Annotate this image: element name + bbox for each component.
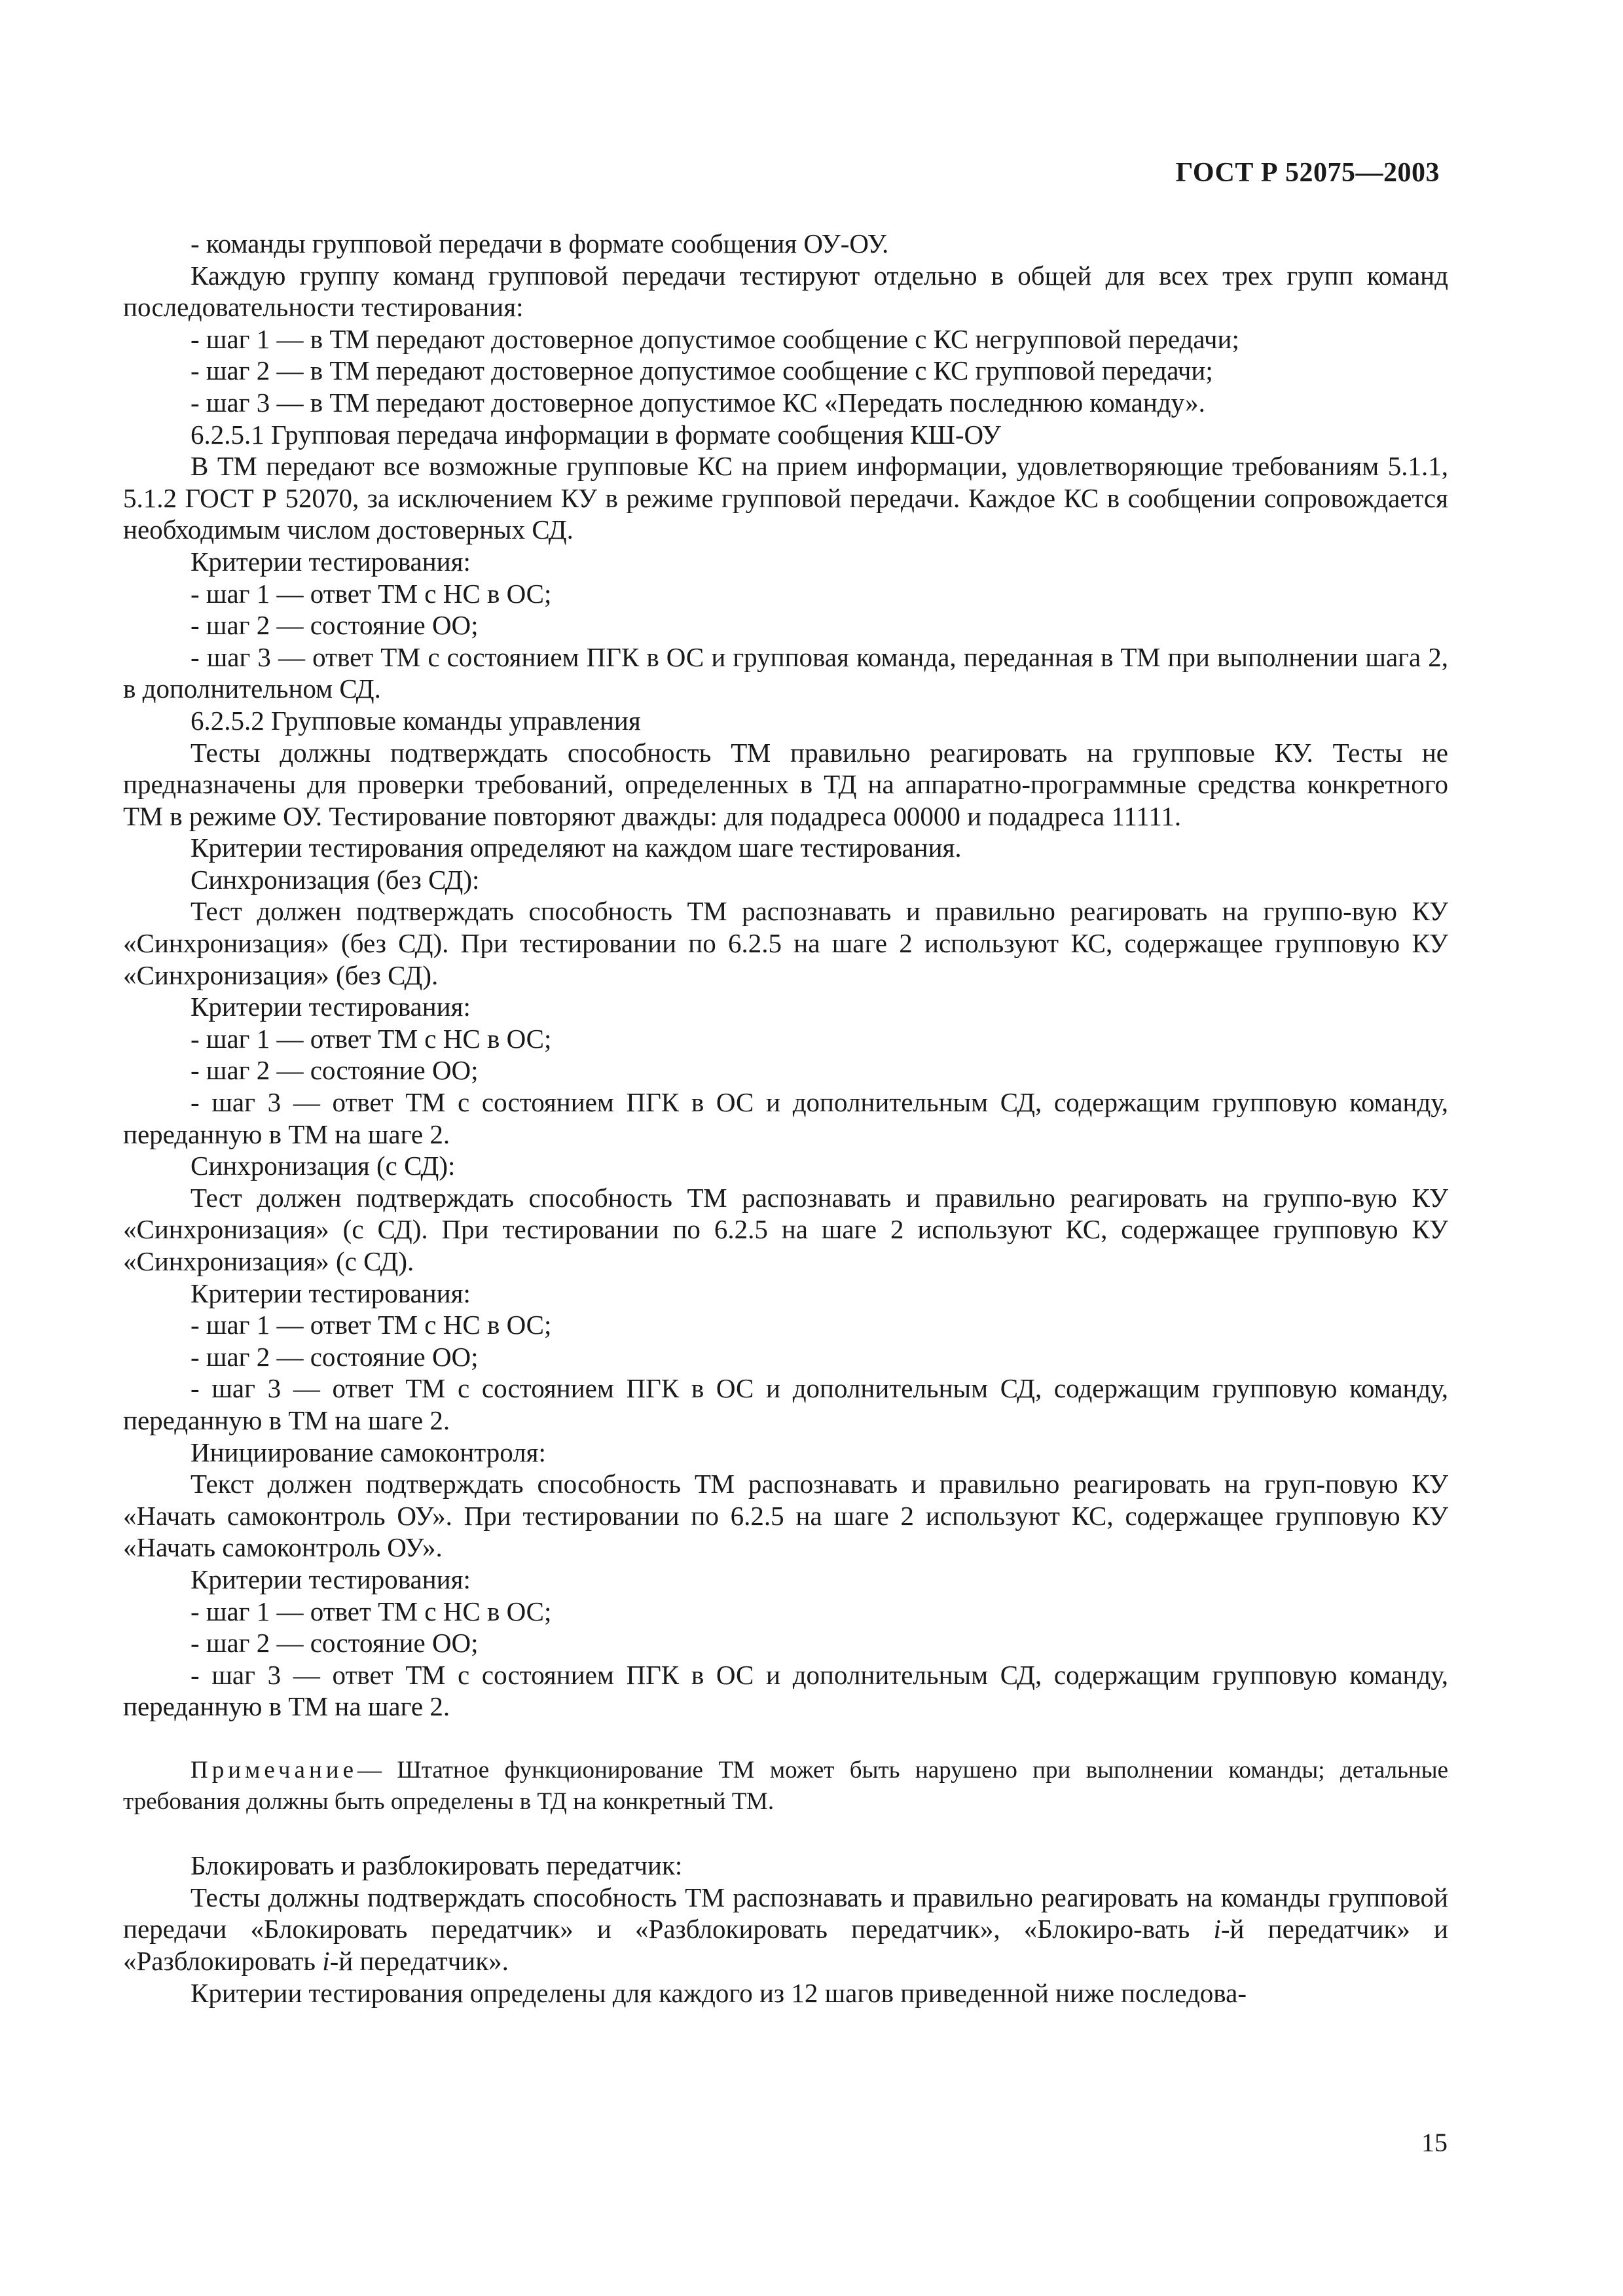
italic-index: i bbox=[1213, 1914, 1221, 1945]
list-item: - шаг 1 — ответ ТМ с НС в ОС; bbox=[191, 578, 552, 609]
list-item: - шаг 1 — в ТМ передают достоверное допустимое сообщение с КС негрупповой передачи; bbox=[191, 323, 1239, 354]
paragraph: Текст должен подтверждать способность ТМ распознавать и правильно реагировать на груп-повую КУ «Начать самоконтроль ОУ». При тестировании по 6.2.5 на шаге 2 используют КС, содержащее групповую КУ «Начать самоконтроль ОУ». bbox=[123, 1469, 1448, 1563]
section-heading: 6.2.5.2 Групповые команды управления bbox=[191, 705, 641, 736]
spacer bbox=[123, 1723, 1448, 1755]
subheading: Блокировать и разблокировать передатчик: bbox=[191, 1850, 683, 1881]
paragraph: - команды групповой передачи в формате сообщения ОУ-ОУ. bbox=[191, 228, 889, 259]
paragraph: Критерии тестирования: bbox=[191, 1564, 471, 1594]
text-run: Тесты должны подтверждать способность ТМ распознавать и правильно реагировать на команды групповой передачи «Блокировать передатчик» и «Разблокировать передатчик», «Блокиро-вать bbox=[123, 1882, 1448, 1945]
paragraph: Тест должен подтверждать способность ТМ распознавать и правильно реагировать на группо-вую КУ «Синхронизация» (без СД). При тестировании по 6.2.5 на шаге 2 используют КС, содержащее групповую КУ «Синхронизация» (без СД). bbox=[123, 896, 1448, 990]
note bbox=[123, 1755, 1448, 1818]
text-run: -й передатчик» и «Разблокировать bbox=[123, 1914, 1448, 1977]
paragraph: Тест должен подтверждать способность ТМ распознавать и правильно реагировать на группо-вую КУ «Синхронизация» (с СД). При тестировании по 6.2.5 на шаге 2 используют КС, содержащее групповую КУ «Синхронизация» (с СД). bbox=[123, 1182, 1448, 1276]
list-item: - шаг 3 — ответ ТМ с состоянием ПГК в ОС и дополнительным СД, содержащим групповую команду, переданную в ТМ на шаге 2. bbox=[123, 1087, 1448, 1149]
list-item: - шаг 2 — состояние ОО; bbox=[191, 1628, 479, 1659]
subheading: Синхронизация (с СД): bbox=[191, 1151, 456, 1181]
text-run: -й передатчик». bbox=[329, 1946, 509, 1977]
paragraph: Критерии тестирования определены для каждого из 12 шагов приведенной ниже последова- bbox=[191, 1977, 1247, 2008]
list-item: - шаг 2 — в ТМ передают достоверное допустимое сообщение с КС групповой передачи; bbox=[191, 355, 1213, 386]
list-item: - шаг 2 — состояние ОО; bbox=[191, 1055, 479, 1086]
list-item: - шаг 3 — в ТМ передают достоверное допустимое КС «Передать последнюю команду». bbox=[191, 387, 1205, 418]
list-item: - шаг 3 — ответ ТМ с состоянием ПГК в ОС и дополнительным СД, содержащим групповую команду, переданную в ТМ на шаге 2. bbox=[123, 1659, 1448, 1722]
page-number: 15 bbox=[1421, 2128, 1448, 2157]
paragraph: Критерии тестирования: bbox=[191, 992, 471, 1022]
section-heading: 6.2.5.1 Групповая передача информации в формате сообщения КШ-ОУ bbox=[191, 419, 1001, 450]
list-item: - шаг 2 — состояние ОО; bbox=[191, 610, 479, 641]
paragraph: Критерии тестирования: bbox=[191, 1278, 471, 1308]
paragraph: Каждую группу команд групповой передачи тестируют отдельно в общей для всех трех групп команд последовательности тестирования: bbox=[123, 260, 1448, 323]
list-item: - шаг 1 — ответ ТМ с НС в ОС; bbox=[191, 1310, 552, 1340]
paragraph: В ТМ передают все возможные групповые КС на прием информации, удовлетворяющие требованиям 5.1.1, 5.1.2 ГОСТ Р 52070, за исключением КУ в режиме групповой передачи. Каждое КС в сообщении сопровождается необходимым числом достоверных СД. bbox=[123, 451, 1448, 545]
subheading: Синхронизация (без СД): bbox=[191, 864, 480, 895]
paragraph: Критерии тестирования определяют на каждом шаге тестирования. bbox=[191, 833, 962, 863]
subheading: Инициирование самоконтроля: bbox=[191, 1437, 546, 1467]
note-label: Примечание bbox=[191, 1756, 357, 1784]
standard-header: ГОСТ Р 52075—2003 bbox=[1175, 158, 1440, 188]
list-item: - шаг 2 — состояние ОО; bbox=[191, 1341, 479, 1372]
spacer bbox=[123, 1818, 1448, 1850]
list-item: - шаг 1 — ответ ТМ с НС в ОС; bbox=[191, 1023, 552, 1054]
paragraph: Тесты должны подтверждать способность ТМ правильно реагировать на групповые КУ. Тесты не предназначены для проверки требований, определенных в ТД на аппаратно-программные средства конкретного ТМ в режиме ОУ. Тестирование повторяют дважды: для подадреса 00000 и подадреса 11111. bbox=[123, 737, 1448, 831]
document-body bbox=[123, 228, 1448, 2009]
italic-index: i bbox=[322, 1946, 330, 1977]
paragraph bbox=[123, 1882, 1448, 1977]
list-item: - шаг 3 — ответ ТМ с состоянием ПГК в ОС и групповая команда, переданная в ТМ при выполнении шага 2, в дополнительном СД. bbox=[123, 641, 1448, 704]
list-item: - шаг 1 — ответ ТМ с НС в ОС; bbox=[191, 1596, 552, 1626]
list-item: - шаг 3 — ответ ТМ с состоянием ПГК в ОС и дополнительным СД, содержащим групповую команду, переданную в ТМ на шаге 2. bbox=[123, 1373, 1448, 1435]
note-text: — Штатное функционирование ТМ может быть нарушено при выполнении команды; детальные требования должны быть определены в ТД на конкретный ТМ. bbox=[123, 1756, 1448, 1816]
paragraph: Критерии тестирования: bbox=[191, 546, 471, 577]
